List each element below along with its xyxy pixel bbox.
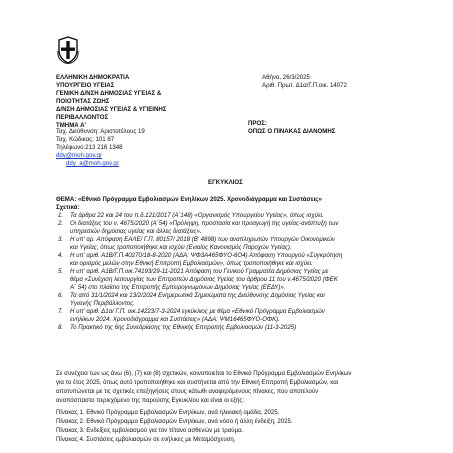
reference-text-line: Τα άρθρα 22 και 24 του π.δ.121/2017 (Α΄148) «Οργανισμός Υπουργείου Υγείας», όπως ισχύει. (70, 212, 324, 219)
reference-text-line: Τα από 31/1/2024 και 13/2/2024 Ενημερωτικά Σημειώματα της Διεύθυνσης Δημόσιας Υγείας και (70, 292, 325, 299)
reference-text-line: και Υγείας, όπως τροποποιήθηκε και ισχύει (Ενιαίος Κανονισμός Παροχών Υγείας). (70, 244, 292, 251)
reference-number: 5. (58, 268, 64, 275)
reference-text-line: Υγιεινής Περιβάλλοντος. (70, 300, 135, 307)
subject: ΘΕΜΑ: «Εθνικό Πρόγραμμα Εμβολιασμών Ενηλίκων 2025. Χρονοδιάγραμμα και Συστάσεις» (56, 196, 322, 203)
org-line: ΠΟΙΟΤΗΤΑΣ ΖΩΗΣ (56, 98, 110, 105)
email-link-1[interactable]: ddy@moh.gov.gr (56, 152, 103, 159)
related-label: Σχετικά: (56, 204, 80, 211)
org-line: ΕΛΛΗΝΙΚΗ ΔΗΜΟΚΡΑΤΙΑ (56, 74, 130, 81)
place-date: Αθήνα, 26/3/2025 (262, 74, 310, 81)
reference-text-line: Η υπ' αριθ. Α1Β/Γ.Π.40270/18-8-2020 (ΑΔΑ: ΨΦ3Α465ΦΥΟ-6Ο4) Απόφαση Υπουργού «Συγκρότηση (70, 252, 343, 259)
reference-number: 3. (58, 236, 64, 243)
postal-code: Ταχ. Κώδικας: 101 87 (56, 136, 115, 143)
address: Ταχ. Διεύθυνση: Αριστοτέλους 19 (56, 128, 145, 135)
reference-text-line: Η υπ' αριθ. Α1Β/Γ.Π.οικ.74193/29-11-2021 Απόφαση του Γενικού Γραμματέα Δημόσιας Υγείας με (70, 268, 329, 275)
reference-number: 6. (58, 292, 64, 299)
greek-emblem-icon (57, 36, 79, 64)
org-line: ΤΜΗΜΑ Α' (56, 122, 86, 129)
org-line: ΥΠΟΥΡΓΕΙΟ ΥΓΕΙΑΣ (56, 82, 115, 89)
reference-text-line: ενηλίκων 2024. Χρονοδιάγραμμα και Συστάσεις» (ΑΔΑ: ΨΜ16465ΦΥΟ-ΟΦΚ). (70, 316, 280, 323)
reference-number: 2. (58, 220, 64, 227)
protocol-number: Αριθ. Πρωτ. Δ1α/Γ.Π.οικ. 14072 (262, 82, 347, 89)
reference-text-line: Οι διατάξεις του ν. 4675/2020 (Α΄54) «Πρόληψη, προστασία και προαγωγή της υγείας-ανάπτυξη των (70, 220, 339, 227)
table-list-item: Πίνακας 4. Συστάσεις εμβολιασμών σε ενήλικες με Μεταμόσχευση. (56, 436, 236, 443)
reference-number: 4. (58, 252, 64, 259)
reference-number: 7. (58, 308, 64, 315)
document-type: ΕΓΚΥΚΛΙΟΣ (208, 179, 243, 186)
phone: Τηλέφωνο:213 216 1348 (56, 144, 123, 151)
reference-number: 8. (58, 324, 64, 331)
table-list-item: Πίνακας 3. Ενδείξεις εμβολιασμού για τον τέτανο ασθενών με τραύμα. (56, 427, 244, 434)
reference-text-line: θέμα «Συνέχιση λειτουργίας των Επιτροπών Δημόσιας Υγείας του άρθρου 11 του ν.4675/2020 (ΦΕΚ (70, 276, 338, 283)
reference-text-line: και ορισμός μελών στην Εθνική Επιτροπή Εμβολιασμών», όπως τροποποιήθηκε και ισχύει. (70, 260, 313, 267)
recipient-label: ΠΡΟΣ: (248, 120, 267, 127)
org-line: ΓΕΝΙΚΗ Δ/ΝΣΗ ΔΗΜΟΣΙΑΣ ΥΓΕΙΑΣ & (56, 90, 162, 97)
org-line: ΠΕΡΙΒΑΛΛΟΝΤΟΣ (56, 114, 109, 121)
reference-text-line: υπηρεσιών δημόσιας υγείας και άλλες διατάξεις». (70, 228, 202, 235)
reference-text-line: Η υπ' αρ. Απόφαση ΕΑΛΕ/ Γ.Π. 80157/ 2018 (Β' 4898) των αναπληρωτών Υπουργών Οικονομικών (70, 236, 335, 243)
table-list-item: Πίνακας 2. Εθνικό Πρόγραμμα Εμβολιασμών Ενηλίκων, ανά νόσο ή άλλη ένδειξη, 2025. (56, 418, 293, 425)
email-link-2[interactable]: ddy_a@moh.gov.gr (66, 160, 119, 167)
reference-text-line: Α΄ 54) στο πλαίσιο της Επιτροπής Εμπειρογνωμόνων Δημόσιας Υγείας (ΕΕΔΥ)». (70, 284, 286, 291)
reference-number: 1. (58, 212, 64, 219)
body-line: Σε συνέχεια των ως άνω (6), (7) και (8) σχετικών, κοινοποιείται το Εθνικό Πρόγραμμα Εμβολιασμών Ενηλίκων (56, 370, 352, 377)
body-line: αποτυπώνεται με τις σχετικές επεξηγήσεις στους κάτωθι αναφερόμενους πίνακες, που αποτελούν (56, 388, 319, 395)
body-line: αναπόσπαστο περιεχόμενο της παρούσης Εγκυκλίου και είναι οι εξής: (56, 397, 245, 404)
table-list-item: Πίνακας 1. Εθνικό Πρόγραμμα Εμβολιασμών Ενηλίκων, ανά ηλικιακή ομάδα, 2025. (56, 409, 280, 416)
reference-text-line: Το Πρακτικό της 6ης Συνεδρίασης της Εθνικής Επιτροπής Εμβολιασμών (11-3-2025) (70, 324, 297, 331)
reference-text-line: Η υπ' αριθ. Δ1α/ Γ.Π. οικ.14223/7-3-2024 εγκύκλιος με θέμα «Εθνικό Πρόγραμμα Εμβολιασμών (70, 308, 325, 315)
body-line: για το έτος 2025, όπως αυτό τροποποιήθηκε και συστήνεται από την Εθνική Επιτροπή Εμβολιασμών, και (56, 379, 339, 386)
recipient-value: ΟΠΩΣ Ο ΠΙΝΑΚΑΣ ΔΙΑΝΟΜΗΣ (248, 128, 336, 135)
org-line: Δ/ΝΣΗ ΔΗΜΟΣΙΑΣ ΥΓΕΙΑΣ & ΥΓΙΕΙΝΗΣ (56, 106, 167, 113)
